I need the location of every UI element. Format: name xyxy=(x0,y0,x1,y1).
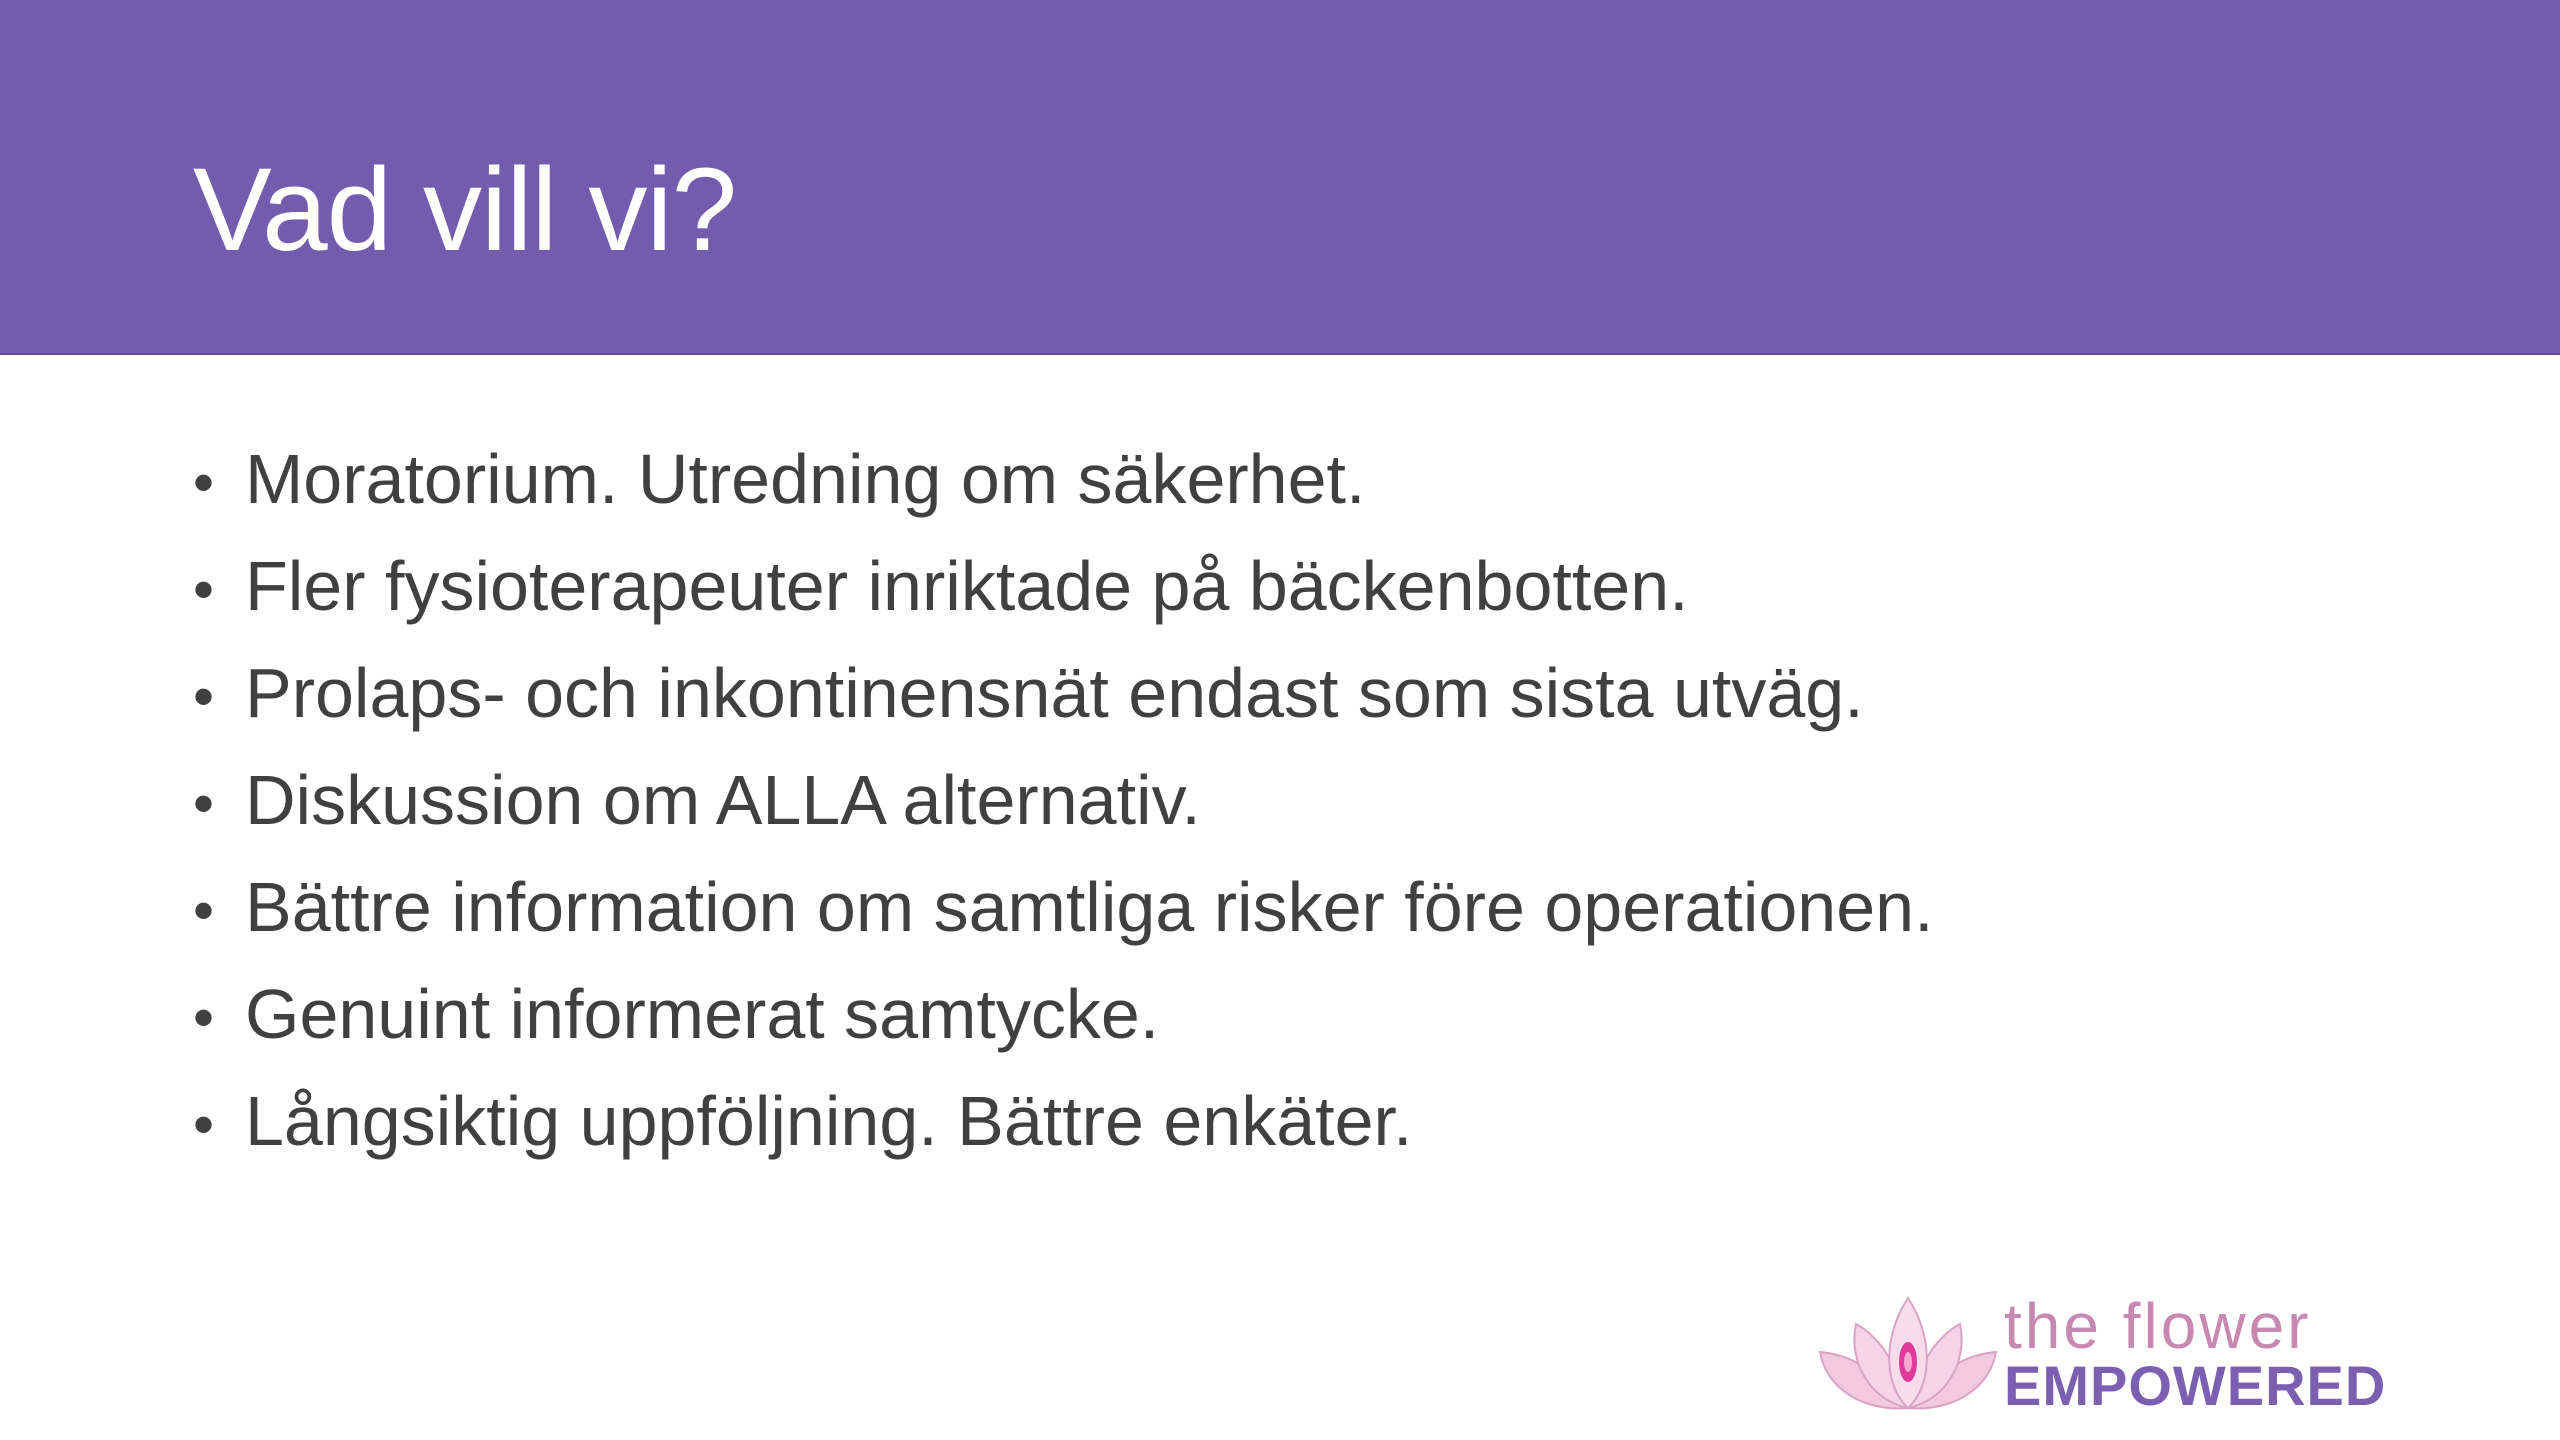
bullet-text: Diskussion om ALLA alternativ. xyxy=(245,761,1201,839)
bullet-list xyxy=(193,426,1934,1175)
bullet-icon: • xyxy=(193,984,215,1051)
bullet-item xyxy=(193,747,1934,854)
title-band xyxy=(0,0,2560,355)
bullet-icon: • xyxy=(193,663,215,730)
bullet-icon: • xyxy=(193,449,215,516)
bullet-icon: • xyxy=(193,1091,215,1158)
bullet-item xyxy=(193,854,1934,961)
brand-logo xyxy=(1818,1290,2387,1420)
bullet-icon: • xyxy=(193,877,215,944)
bullet-item xyxy=(193,533,1934,640)
bullet-text: Prolaps- och inkontinensnät endast som sista utväg. xyxy=(245,654,1864,732)
logo-text-line2: EMPOWERED xyxy=(2004,1354,2387,1417)
bullet-text: Genuint informerat samtycke. xyxy=(245,975,1160,1053)
lotus-flower-icon xyxy=(1818,1290,1998,1420)
bullet-item xyxy=(193,1068,1934,1175)
bullet-item xyxy=(193,426,1934,533)
bullet-item xyxy=(193,640,1934,747)
bullet-text: Fler fysioterapeuter inriktade på bäckenbotten. xyxy=(245,547,1689,625)
bullet-text: Bättre information om samtliga risker före operationen. xyxy=(245,868,1934,946)
bullet-icon: • xyxy=(193,556,215,623)
logo-text-line1: the flower xyxy=(2004,1290,2312,1362)
bullet-text: Moratorium. Utredning om säkerhet. xyxy=(245,440,1366,518)
bullet-item xyxy=(193,961,1934,1068)
slide-title: Vad vill vi? xyxy=(193,144,737,276)
bullet-icon: • xyxy=(193,770,215,837)
bullet-text: Långsiktig uppföljning. Bättre enkäter. xyxy=(245,1082,1413,1160)
